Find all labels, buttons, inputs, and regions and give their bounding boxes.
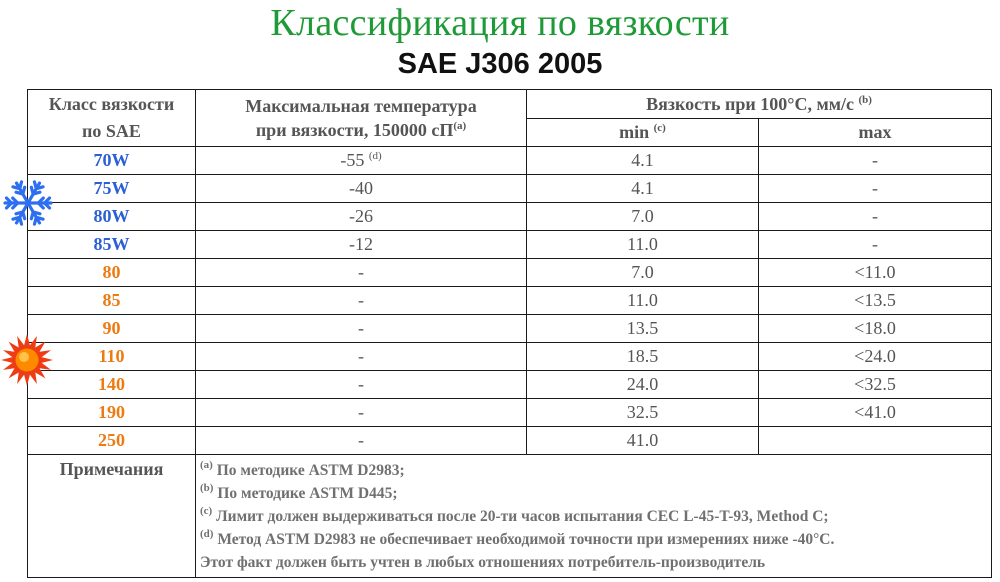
header-row (28, 90, 992, 119)
viscosity-table (27, 89, 992, 578)
min-viscosity-cell: 18.5 (527, 343, 759, 371)
min-viscosity-cell: 4.1 (527, 147, 759, 175)
header-min-note: (c) (653, 121, 666, 134)
note-text: Лимит должен выдерживаться после 20-ти часов испытания CEC L-45-T-93, Method C; (212, 508, 829, 525)
grade-cell: 250 (28, 427, 196, 455)
min-viscosity-cell: 11.0 (527, 231, 759, 259)
header-temp-line2: при вязкости, 150000 сП (255, 120, 454, 140)
max-viscosity-cell: - (759, 231, 992, 259)
table-row (28, 343, 992, 371)
temperature-value: - (358, 374, 364, 394)
notes-row (28, 455, 992, 578)
grade-cell: 85 (28, 287, 196, 315)
table-row (28, 175, 992, 203)
temperature-cell (196, 175, 527, 203)
header-viscosity (527, 90, 992, 119)
header-visc-label: Вязкость при 100°C, мм/с (646, 93, 854, 114)
grade-cell: 190 (28, 399, 196, 427)
table-row (28, 203, 992, 231)
table-row (28, 231, 992, 259)
max-viscosity-cell: - (759, 175, 992, 203)
table-row (28, 427, 992, 455)
temperature-value: - (358, 430, 364, 450)
min-viscosity-cell: 32.5 (527, 399, 759, 427)
note-text: По методике ASTM D2983; (212, 462, 405, 479)
note-text: Метод ASTM D2983 не обеспечивает необходимой точности при измерениях ниже -40°C. (213, 531, 835, 548)
temperature-cell (196, 287, 527, 315)
temperature-cell (196, 427, 527, 455)
temperature-value: -40 (349, 178, 373, 198)
min-viscosity-cell: 7.0 (527, 259, 759, 287)
max-viscosity-cell: <13.5 (759, 287, 992, 315)
min-viscosity-cell: 11.0 (527, 287, 759, 315)
temperature-value: -12 (349, 234, 373, 254)
grade-cell: 70W (28, 147, 196, 175)
table-row (28, 147, 992, 175)
temperature-cell (196, 371, 527, 399)
table-row (28, 371, 992, 399)
max-viscosity-cell: <11.0 (759, 259, 992, 287)
temperature-value: - (358, 318, 364, 338)
min-viscosity-cell: 24.0 (527, 371, 759, 399)
note-marker: (b) (200, 482, 214, 494)
page-title: Классификация по вязкости (270, 2, 730, 44)
temperature-value: -55 (340, 150, 365, 170)
sun-icon (0, 333, 54, 387)
grade-cell: 75W (28, 175, 196, 203)
table-row (28, 315, 992, 343)
temperature-cell (196, 147, 527, 175)
note-marker: (c) (200, 505, 213, 517)
min-viscosity-cell: 4.1 (527, 175, 759, 203)
table-row (28, 287, 992, 315)
temperature-cell (196, 259, 527, 287)
header-grade (28, 90, 196, 147)
note-line (200, 551, 991, 574)
max-viscosity-cell: <24.0 (759, 343, 992, 371)
header-max: max (759, 118, 992, 147)
max-viscosity-cell: <32.5 (759, 371, 992, 399)
header-min (527, 118, 759, 147)
note-text: Этот факт должен быть учтен в любых отношениях потребитель-производитель (200, 554, 766, 571)
snowflake-icon (2, 177, 54, 229)
header-grade-line1: Класс вязкости (48, 94, 175, 114)
min-viscosity-cell: 7.0 (527, 203, 759, 231)
grade-cell: 110 (28, 343, 196, 371)
temperature-value: - (358, 402, 364, 422)
grade-cell: 80 (28, 259, 196, 287)
temperature-cell (196, 203, 527, 231)
note-marker: (a) (200, 459, 213, 471)
notes-content (196, 455, 992, 578)
header-visc-note: (b) (858, 93, 872, 106)
note-line (200, 528, 991, 551)
note-marker: (d) (200, 528, 214, 540)
max-viscosity-cell: <41.0 (759, 399, 992, 427)
max-viscosity-cell: <18.0 (759, 315, 992, 343)
temperature-cell (196, 343, 527, 371)
note-line (200, 459, 991, 482)
max-viscosity-cell: - (759, 147, 992, 175)
note-line (200, 482, 991, 505)
grade-cell: 80W (28, 203, 196, 231)
temperature-value: -26 (349, 206, 373, 226)
temperature-value: - (358, 290, 364, 310)
note-text: По методике ASTM D445; (213, 485, 398, 502)
page-subtitle: SAE J306 2005 (397, 48, 603, 80)
temperature-cell (196, 231, 527, 259)
note-line (200, 505, 991, 528)
header-temperature (196, 90, 527, 147)
table-row (28, 259, 992, 287)
temperature-value: - (358, 346, 364, 366)
min-viscosity-cell: 13.5 (527, 315, 759, 343)
max-viscosity-cell: - (759, 203, 992, 231)
temperature-cell (196, 399, 527, 427)
min-viscosity-cell: 41.0 (527, 427, 759, 455)
notes-label: Примечания (28, 455, 196, 578)
header-grade-line2: по SAE (82, 121, 141, 141)
temperature-value: - (358, 262, 364, 282)
grade-cell: 90 (28, 315, 196, 343)
header-temp-line1: Максимальная температура (245, 96, 477, 116)
temperature-note: (d) (368, 150, 382, 162)
header-min-label: min (619, 121, 650, 142)
max-viscosity-cell (759, 427, 992, 455)
header-temp-note: (a) (453, 120, 467, 132)
grade-cell: 85W (28, 231, 196, 259)
table-row (28, 399, 992, 427)
temperature-cell (196, 315, 527, 343)
grade-cell: 140 (28, 371, 196, 399)
